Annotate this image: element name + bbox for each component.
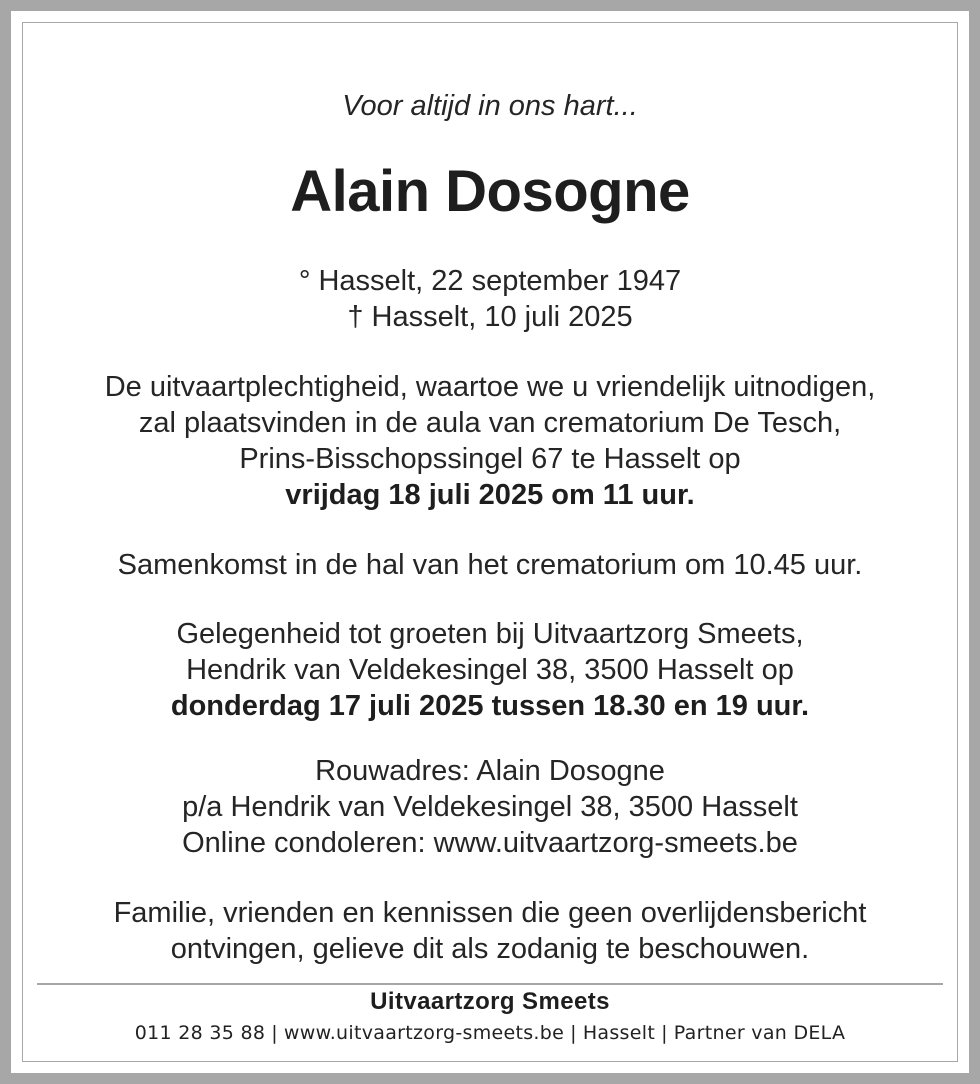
footer-separator: | bbox=[570, 1022, 577, 1044]
deceased-name: Alain Dosogne bbox=[290, 159, 690, 224]
birth-line: ° Hasselt, 22 september 1947 bbox=[298, 265, 682, 297]
footer-city: Hasselt bbox=[582, 1022, 656, 1044]
address-line-2: p/a Hendrik van Veldekesingel 38, 3500 Hasselt bbox=[182, 791, 798, 823]
visitation-line-1: Gelegenheid tot groeten bij Uitvaartzorg Smeets, bbox=[176, 618, 804, 650]
closing-line-1: Familie, vrienden en kennissen die geen overlijdensbericht bbox=[113, 897, 867, 929]
tagline: Voor altijd in ons hart... bbox=[342, 90, 638, 122]
ceremony-line-1: De uitvaartplechtigheid, waartoe we u vriendelijk uitnodigen, bbox=[104, 371, 876, 403]
footer-partner: Partner van DELA bbox=[673, 1022, 846, 1044]
footer-contact bbox=[0, 1018, 980, 1048]
footer-website: www.uitvaartzorg-smeets.be bbox=[283, 1022, 565, 1044]
ceremony-line-2: zal plaatsvinden in de aula van crematorium De Tesch, bbox=[138, 407, 842, 439]
footer-separator: | bbox=[271, 1022, 278, 1044]
ceremony-date: vrijdag 18 juli 2025 om 11 uur. bbox=[285, 479, 695, 511]
address-line-1: Rouwadres: Alain Dosogne bbox=[315, 755, 665, 787]
footer-company: Uitvaartzorg Smeets bbox=[370, 988, 610, 1015]
visitation-line-2: Hendrik van Veldekesingel 38, 3500 Hasselt op bbox=[186, 654, 794, 686]
footer-divider bbox=[37, 983, 943, 985]
death-line: † Hasselt, 10 juli 2025 bbox=[347, 301, 633, 333]
ceremony-line-3: Prins-Bisschopssingel 67 te Hasselt op bbox=[239, 443, 741, 475]
footer-separator: | bbox=[661, 1022, 668, 1044]
footer-phone: 011 28 35 88 bbox=[134, 1022, 266, 1044]
visitation-date: donderdag 17 juli 2025 tussen 18.30 en 19 uur. bbox=[170, 690, 810, 722]
closing-line-2: ontvingen, gelieve dit als zodanig te beschouwen. bbox=[170, 933, 810, 965]
gathering-line: Samenkomst in de hal van het crematorium om 10.45 uur. bbox=[117, 549, 863, 581]
condolence-link: Online condoleren: www.uitvaartzorg-smeets.be bbox=[182, 827, 798, 859]
